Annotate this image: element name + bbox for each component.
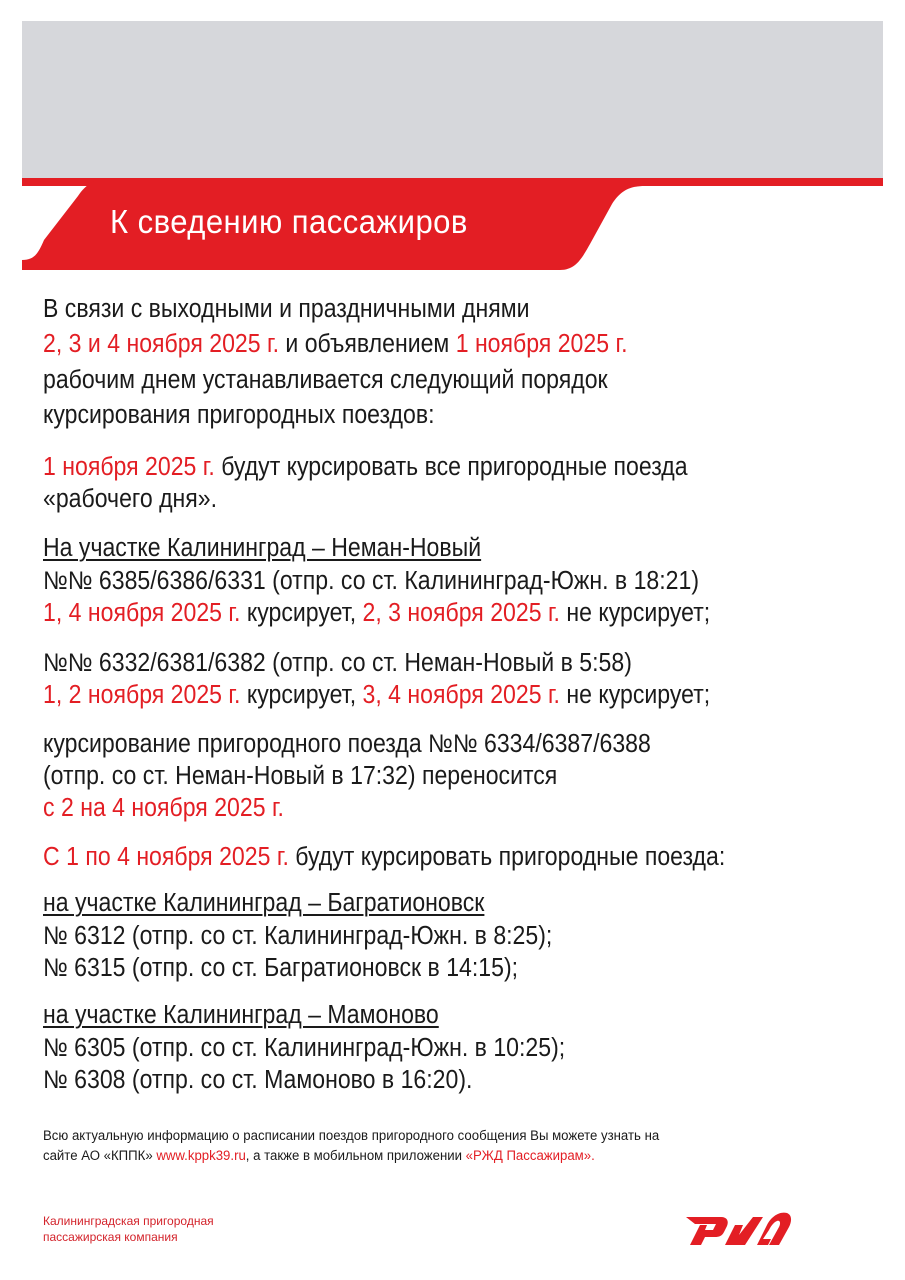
runs-text: курсирует, [240,681,363,709]
company-name-line-2: пассажирская компания [43,1230,178,1244]
nov1-line-1 [43,451,688,483]
section-heading-neman: На участке Калининград – Неман-Новый [43,534,482,562]
train-6332-schedule [43,679,710,711]
nov1to4-text: будут курсировать пригородные поезда: [288,843,726,871]
section-heading-mamonovo: на участке Калининград – Мамоново [43,1001,439,1029]
holiday-dates: 2, 3 и 4 ноября 2025 г. [43,330,279,358]
train-6305: № 6305 (отпр. со ст. Калининград-Южн. в 10:25); [43,1034,566,1062]
nov1-date: 1 ноября 2025 г. [43,453,215,481]
train-6315: № 6315 (отпр. со ст. Багратионовск в 14:15); [43,954,519,982]
working-day-date: 1 ноября 2025 г. [455,330,628,358]
transfer-line-1: курсирование пригородного поезда №№ 6334/6387/6388 [43,730,651,758]
footnote-text: сайте АО «КППК» [43,1148,157,1164]
runs-text: курсирует, [240,599,363,627]
footnote-text-2: , а также в мобильном приложении [245,1148,466,1164]
runs-dates: 1, 2 ноября 2025 г. [43,681,241,709]
website-link[interactable]: www.kppk39.ru [156,1148,246,1164]
footnote-line-1: Всю актуальную информацию о расписании поездов пригородного сообщения Вы можете узнать на [43,1128,660,1144]
rzd-logo-icon [683,1205,793,1247]
nov1-line-2: «рабочего дня». [43,485,218,513]
not-runs-text: не курсирует; [559,681,711,709]
nov1to4-dates: С 1 по 4 ноября 2025 г. [43,843,289,871]
train-6332-numbers: №№ 6332/6381/6382 (отпр. со ст. Неман-Новый в 5:58) [43,649,632,677]
nov1to4-line [43,841,725,873]
not-runs-dates: 2, 3 ноября 2025 г. [362,599,560,627]
transfer-dates: с 2 на 4 ноября 2025 г. [43,794,284,822]
train-6308: № 6308 (отпр. со ст. Мамоново в 16:20). [43,1066,473,1094]
company-name-line-1: Калининградская пригородная [43,1214,214,1228]
intro-line-2 [43,328,627,360]
section-heading-bagrationovsk: на участке Калининград – Багратионовск [43,889,485,917]
runs-dates: 1, 4 ноября 2025 г. [43,599,241,627]
page-title: К сведению пассажиров [110,203,468,240]
nov1-text: будут курсировать все пригородные поезда [214,453,688,481]
train-6385-numbers: №№ 6385/6386/6331 (отпр. со ст. Калининград-Южн. в 18:21) [43,567,700,595]
intro-text: и объявлением [278,330,456,358]
intro-line-1: В связи с выходными и праздничными днями [43,295,530,323]
not-runs-text: не курсирует; [559,599,711,627]
intro-line-4: курсирования пригородных поездов: [43,401,435,429]
intro-line-3: рабочим днем устанавливается следующий порядок [43,366,608,394]
app-name-link[interactable]: «РЖД Пассажирам». [465,1148,595,1164]
train-6312: № 6312 (отпр. со ст. Калининград-Южн. в 8:25); [43,922,553,950]
transfer-line-2: (отпр. со ст. Неман-Новый в 17:32) переносится [43,762,558,790]
train-6385-schedule [43,597,710,629]
not-runs-dates: 3, 4 ноября 2025 г. [362,681,560,709]
footnote-line-2 [43,1146,595,1166]
